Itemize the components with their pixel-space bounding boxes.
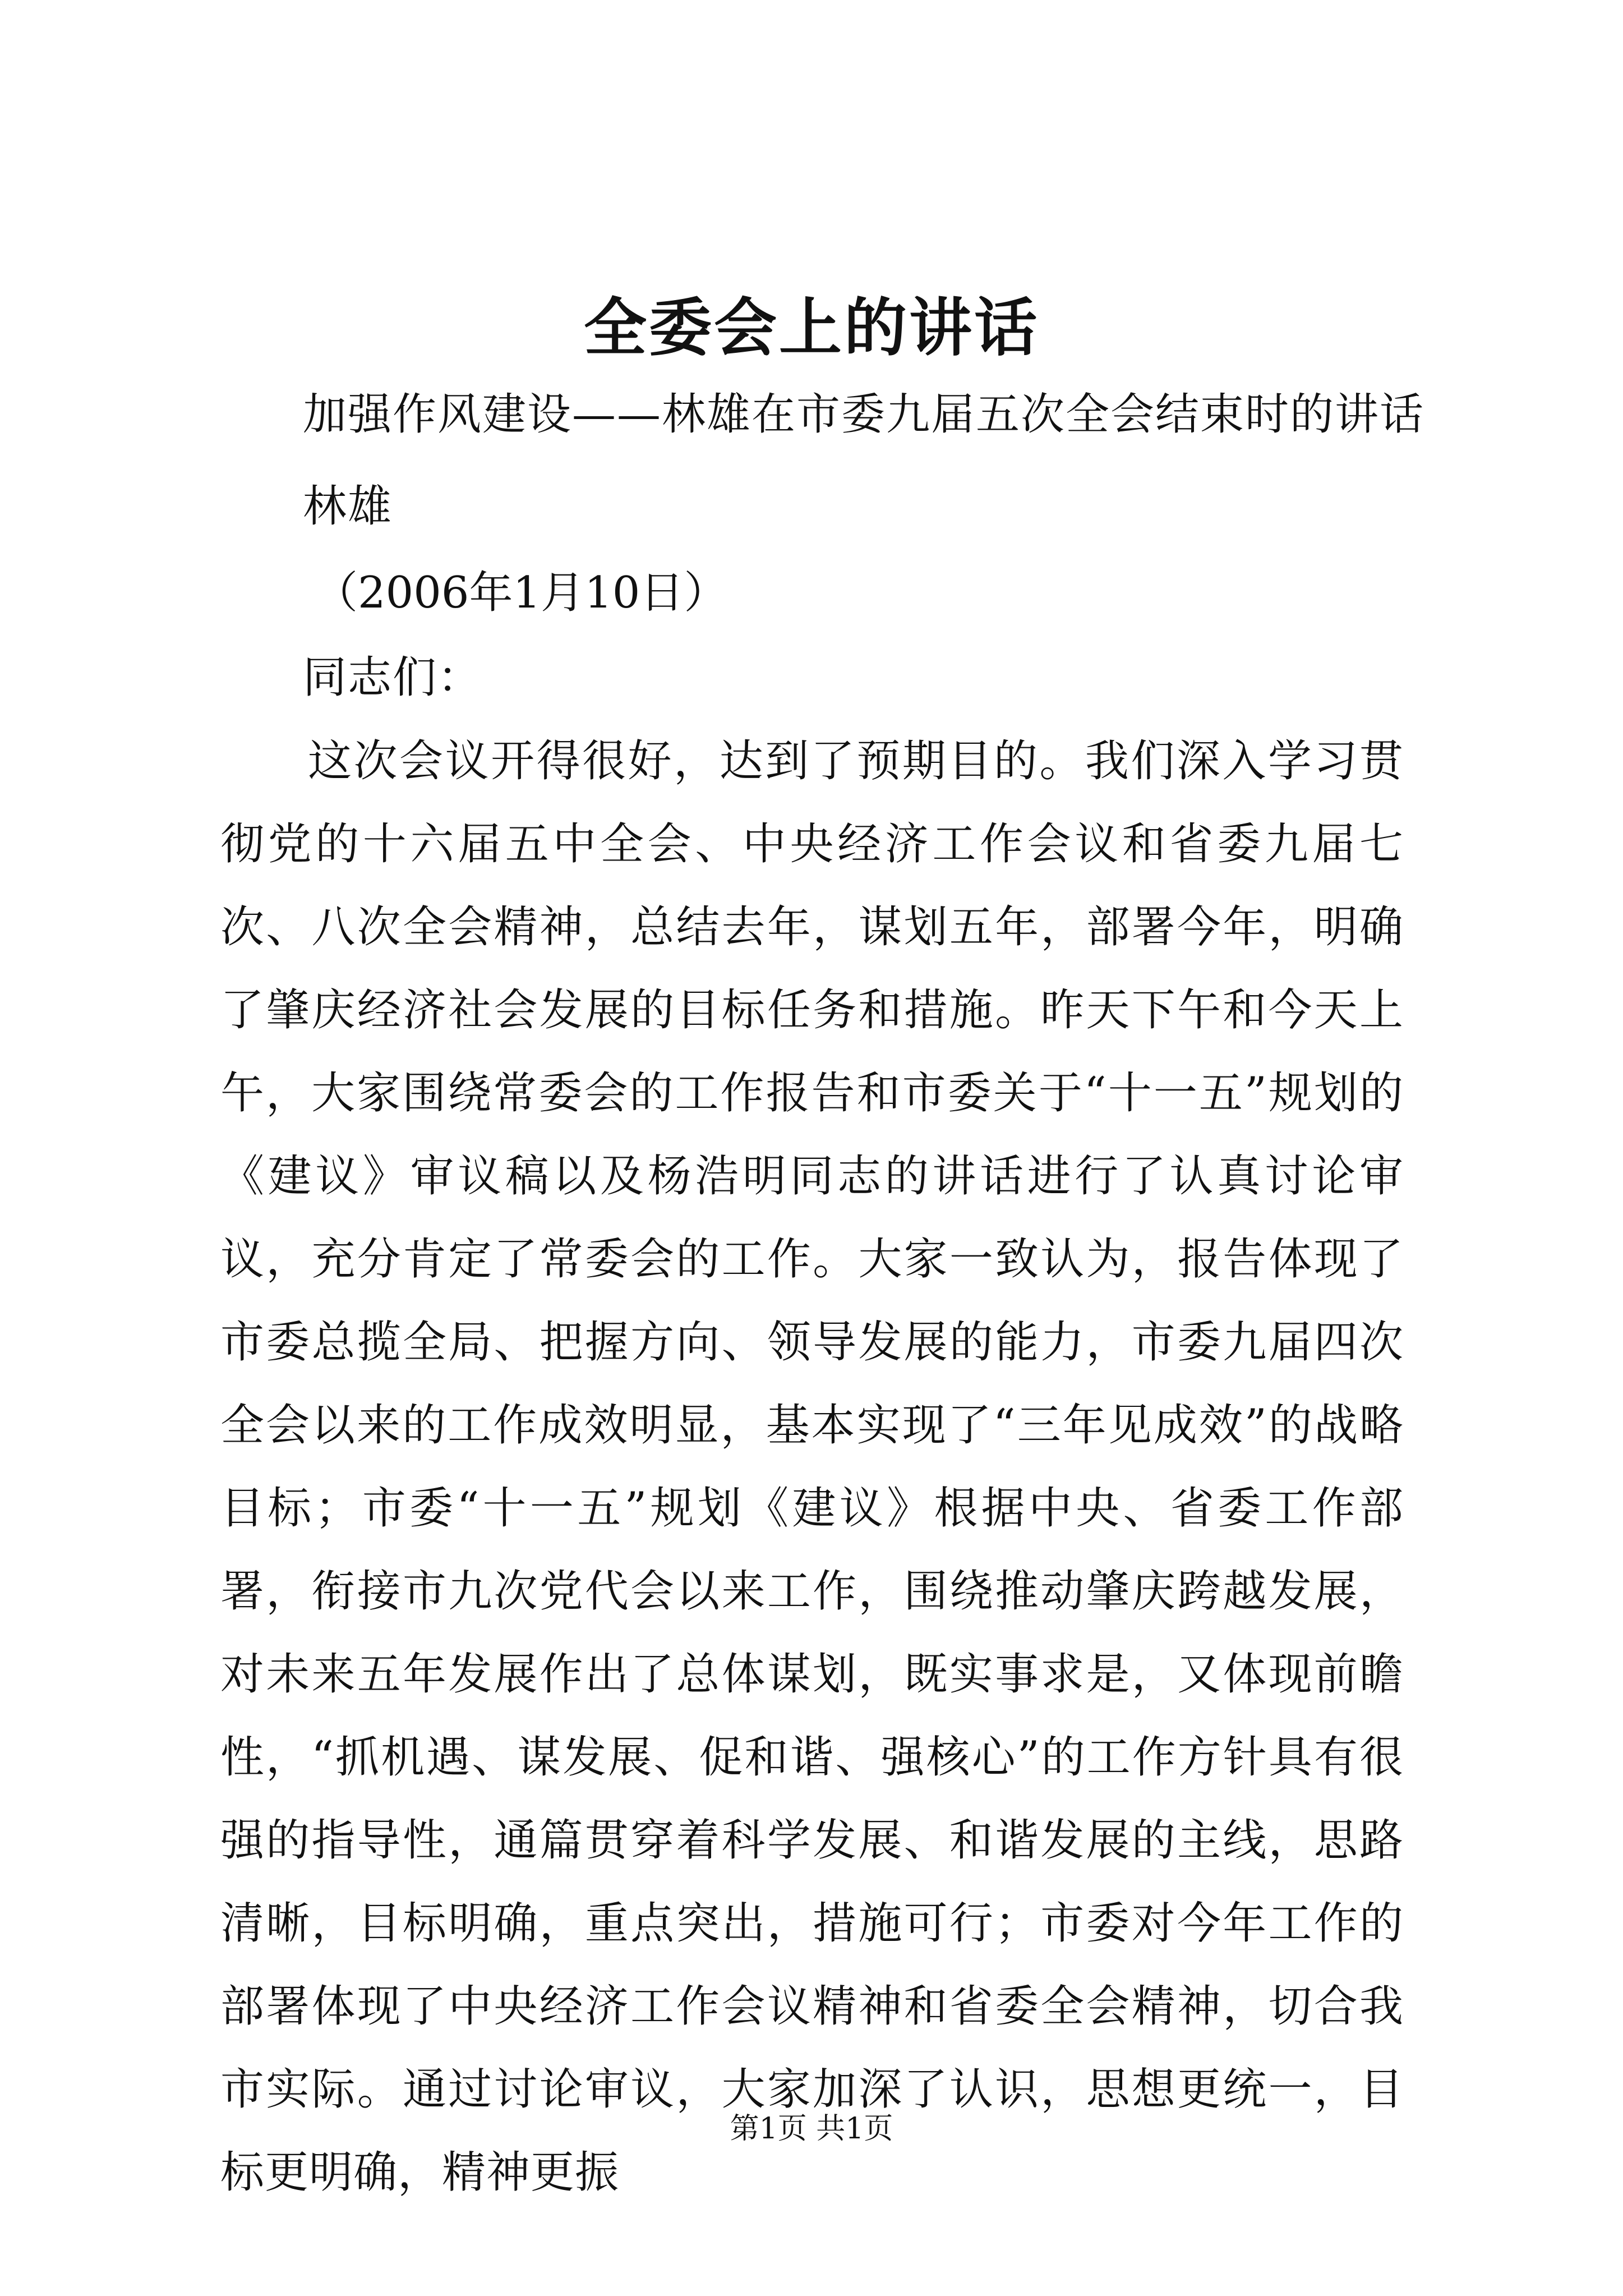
body-paragraph: 这次会议开得很好，达到了预期目的。我们深入学习贯彻党的十六届五中全会、中央经济工作会议和省委九届七次、八次全会精神，总结去年，谋划五年，部署今年，明确了肇庆经济社会发展的目标任务和措施。昨天下午和今天上午，大家围绕常委会的工作报告和市委关于“十一五”规划的《建议》审议稿以及杨浩明同志的讲话进行了认真讨论审议，充分肯定了常委会的工作。大家一致认为，报告体现了市委总揽全局、把握方向、领导发展的能力，市委九届四次全会以来的工作成效明显，基本实现了“三年见成效”的战略目标；市委“十一五”规划《建议》根据中央、省委工作部署，衔接市九次党代会以来工作，围绕推动肇庆跨越发展，对未来五年发展作出了总体谋划，既实事求是，又体现前瞻性，“抓机遇、谋发展、促和谐、强核心”的工作方针具有很强的指导性，通篇贯穿着科学发展、和谐发展的主线，思路清晰，目标明确，重点突出，措施可行；市委对今年工作的部署体现了中央经济工作会议精神和省委全会精神，切合我市实际。通过讨论审议，大家加深了认识，思想更统一，目标更明确，精神更振 [220,736,1404,2198]
speech-date: （2006年1月10日） [314,568,728,618]
author-name: 林雄 [303,481,393,532]
salutation: 同志们： [303,652,483,703]
document-subtitle: 加强作风建设——林雄在市委九届五次全会结束时的讲话 [303,389,1425,440]
page-footer: 第1页 共1页 [730,2112,893,2146]
document-title: 全委会上的讲话 [584,291,1039,365]
